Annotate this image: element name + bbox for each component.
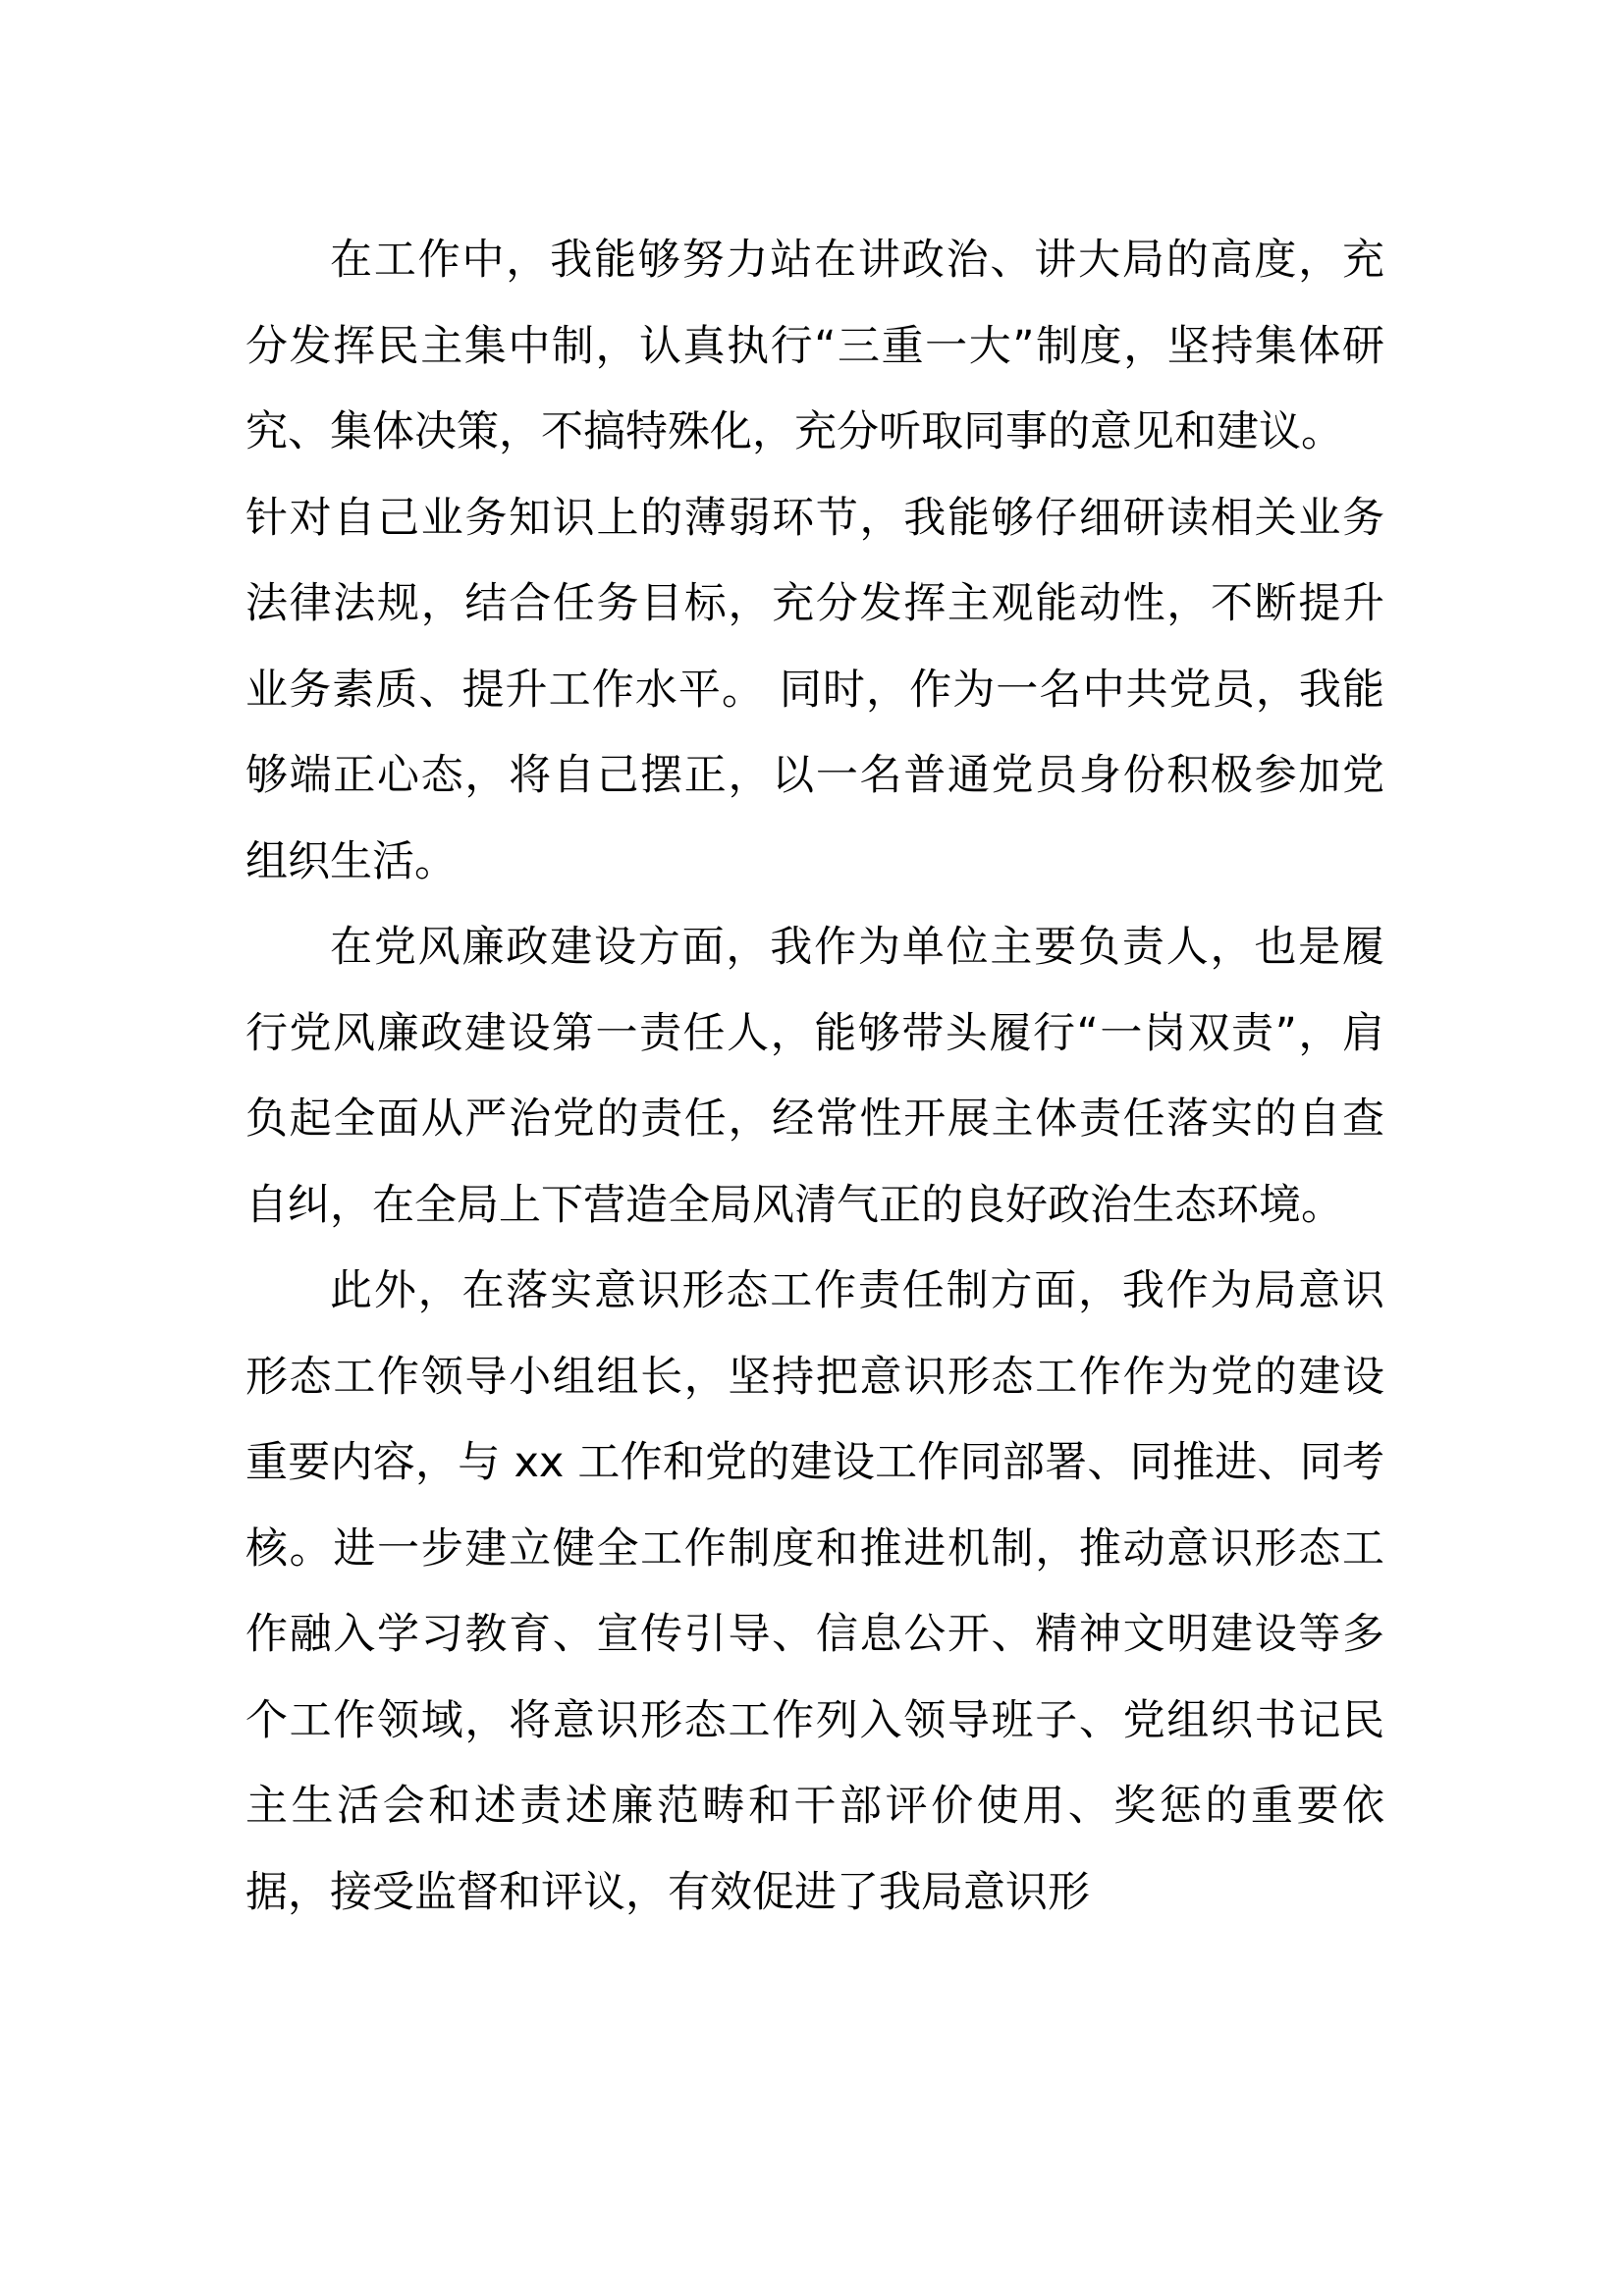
paragraph-party-integrity: 在党风廉政建设方面，我作为单位主要负责人，也是履行党风廉政建设第一责任人，能够带头履行“一岗双责”，肩负起全面从严治党的责任，经常性开展主体责任落实的自查自纠，在全局上下营造全局风清气正的良好政治生态环境。 [245, 923, 1384, 1230]
paragraph-ideology-responsibility: 此外，在落实意识形态工作责任制方面，我作为局意识形态工作领导小组组长，坚持把意识形态工作作为党的建设重要内容，与 xx 工作和党的建设工作同部署、同推进、同考核。进一步建立健全工作制度和推进机制，推动意识形态工作融入学习教育、宣传引导、信息公开、精神文明建设等多个工作领域，将意识形态工作列入领导班子、党组织书记民主生活会和述责述廉范畴和干部评价使用、奖惩的重要依据，接受监督和评议，有效促进了我局意识形 [245, 1266, 1384, 1917]
document-body [245, 218, 1384, 1936]
paragraph-professional-knowledge: 针对自己业务知识上的薄弱环节，我能够仔细研读相关业务法律法规，结合任务目标，充分发挥主观能动性，不断提升业务素质、提升工作水平。 同时，作为一名中共党员，我能够端正心态，将自己摆正，以一名普通党员身份积极参加党组织生活。 [245, 493, 1384, 886]
paragraph-democratic-centralism: 在工作中，我能够努力站在讲政治、讲大局的高度，充分发挥民主集中制，认真执行“三重一大”制度，坚持集体研究、集体决策，不搞特殊化，充分听取同事的意见和建议。 [245, 236, 1384, 456]
